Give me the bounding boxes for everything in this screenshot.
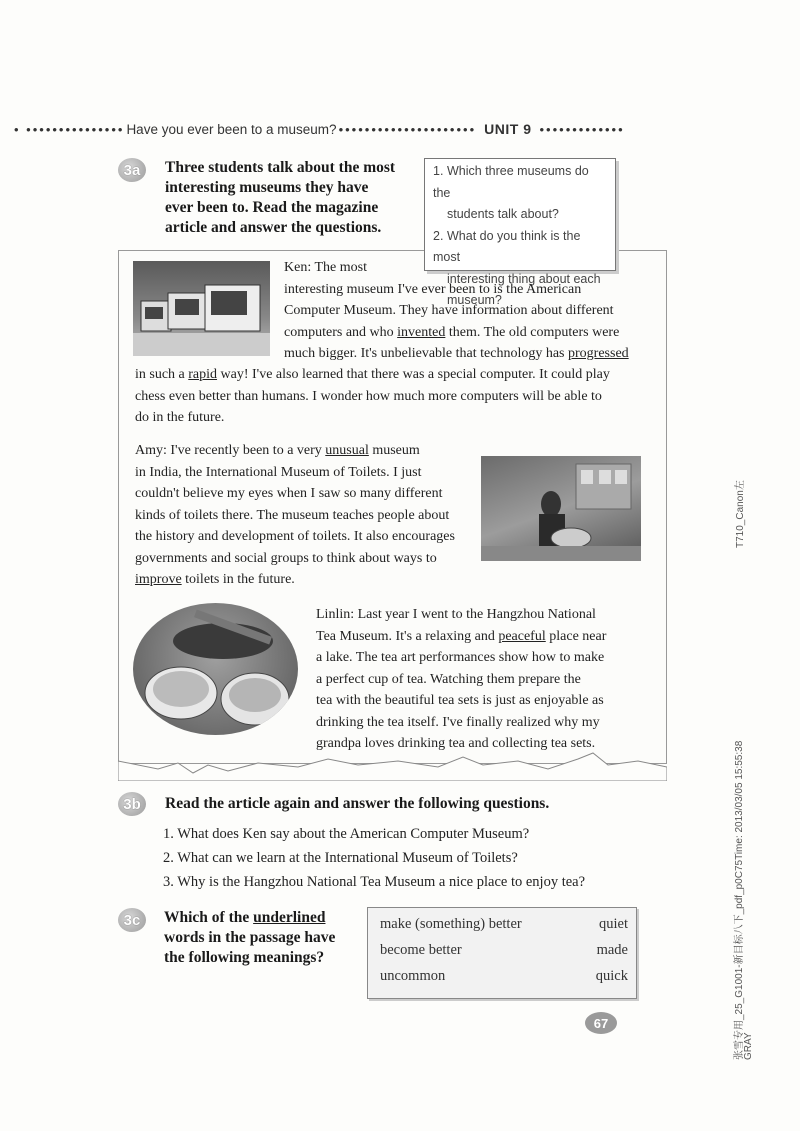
ken-line: chess even better than humans. I wonder how much more computers will be able to: [135, 388, 602, 404]
badge-3c: 3c: [118, 908, 146, 932]
linlin-line: tea with the beautiful tea sets is just as enjoyable as: [316, 693, 604, 708]
question-3b-2: 2. What can we learn at the International Museum of Toilets?: [163, 850, 518, 866]
ken-paragraph-top: [284, 257, 659, 365]
torn-edge: [118, 751, 667, 781]
meaning-row: become better made: [380, 942, 628, 958]
ken-line: computers and who invented them. The old computers were: [284, 324, 620, 340]
question-3b-3: 3. Why is the Hangzhou National Tea Museum a nice place to enjoy tea?: [163, 874, 586, 890]
question-line: interesting thing about each: [447, 271, 601, 286]
teacups-image: [133, 603, 298, 735]
ken-paragraph-bottom: [135, 364, 660, 429]
page-number: 67: [585, 1012, 617, 1034]
ken-line: do in the future.: [135, 410, 225, 425]
toilets-image: [481, 456, 641, 561]
amy-line: the history and development of toilets. It also encourages: [135, 529, 455, 544]
header-title: Have you ever been to a museum?: [126, 121, 337, 137]
question-3a-1: 1. Which three museums do the: [433, 164, 589, 200]
linlin-line: Tea Museum. It's a relaxing and peaceful place near: [316, 628, 607, 644]
instruction-3c: [164, 908, 364, 968]
linlin-line: grandpa loves drinking tea and collecting tea sets.: [316, 736, 596, 751]
question-line: students talk about?: [447, 207, 559, 221]
underlined-word-unusual: unusual: [325, 443, 369, 458]
instruction-line: ever been to. Read the magazine: [165, 199, 379, 216]
side-text-bottom: 张雪专用_25_G1001-新目标八下_pdf_p0C75Time: 2013/03/05 15:55:38: [734, 740, 745, 1060]
amy-line: governments and social groups to think about ways to: [135, 550, 437, 566]
linlin-line: Linlin: Last year I went to the Hangzhou National: [316, 607, 596, 622]
computer-museum-photo: [133, 261, 270, 356]
unit-label: UNIT 9: [484, 121, 532, 137]
instruction-3a: [165, 158, 420, 238]
amy-line: in India, the International Museum of Toilets. I just: [135, 464, 422, 480]
header-dots-left: • •••••••••••••••: [14, 121, 125, 137]
amy-line: kinds of toilets there. The museum teaches people about: [135, 507, 450, 523]
amy-paragraph: [135, 440, 480, 591]
amy-line: Amy: I've recently been to a very unusual museum: [135, 443, 420, 458]
amy-line: couldn't believe my eyes when I saw so many different: [135, 486, 443, 501]
badge-3a: 3a: [118, 158, 146, 182]
instruction-line: interesting museums they have: [165, 179, 369, 196]
questions-3b: [163, 822, 663, 894]
ken-line: interesting museum I've ever been to is the American: [284, 281, 582, 297]
linlin-line: drinking the tea itself. I've finally realized why my: [316, 714, 600, 730]
meaning-row: make (something) better quiet: [380, 916, 628, 932]
toilet-museum-photo: [481, 456, 641, 561]
question-3b-1: 1. What does Ken say about the American Computer Museum?: [163, 826, 530, 842]
side-text-top: T710_Canon左: [735, 480, 746, 548]
meaning-row: uncommon quick: [380, 968, 628, 984]
underlined-word-invented: invented: [397, 324, 446, 340]
underlined-label: underlined: [253, 909, 326, 926]
header-dots-mid: •••••••••••••••••••••: [338, 121, 477, 137]
linlin-paragraph: [316, 604, 656, 755]
instruction-line: article and answer the questions.: [165, 219, 382, 236]
badge-3b: 3b: [118, 792, 146, 816]
amy-line: improve toilets in the future.: [135, 572, 295, 587]
ken-line: much bigger. It's unbelievable that technology has progressed: [284, 346, 629, 361]
header-dots-right: •••••••••••••: [539, 121, 625, 137]
running-header: [14, 119, 744, 139]
instruction-line: Which of the underlined: [164, 909, 326, 926]
meanings-box: [367, 907, 637, 999]
underlined-word-improve: improve: [135, 572, 182, 587]
ken-line: Computer Museum. They have information about different: [284, 303, 614, 318]
instruction-line: words in the passage have: [164, 929, 336, 946]
computers-image: [133, 261, 270, 356]
instruction-line: Three students talk about the most: [165, 159, 396, 176]
question-line: museum?: [447, 293, 502, 307]
question-3a-2: 2. What do you think is the most: [433, 228, 581, 264]
instruction-line: the following meanings?: [164, 949, 325, 966]
instruction-3b: Read the article again and answer the following questions.: [165, 795, 550, 812]
ken-line: in such a rapid way! I've also learned that there was a special computer. It could play: [135, 367, 610, 382]
linlin-line: a perfect cup of tea. Watching them prepare the: [316, 671, 581, 687]
tea-set-photo: [133, 603, 298, 735]
underlined-word-rapid: rapid: [188, 367, 218, 382]
linlin-line: a lake. The tea art performances show how to make: [316, 650, 605, 665]
side-text-gray: GRAY: [743, 1032, 754, 1060]
ken-line: Ken: The most: [284, 260, 367, 275]
underlined-word-progressed: progressed: [568, 346, 629, 361]
underlined-word-peaceful: peaceful: [498, 628, 546, 644]
